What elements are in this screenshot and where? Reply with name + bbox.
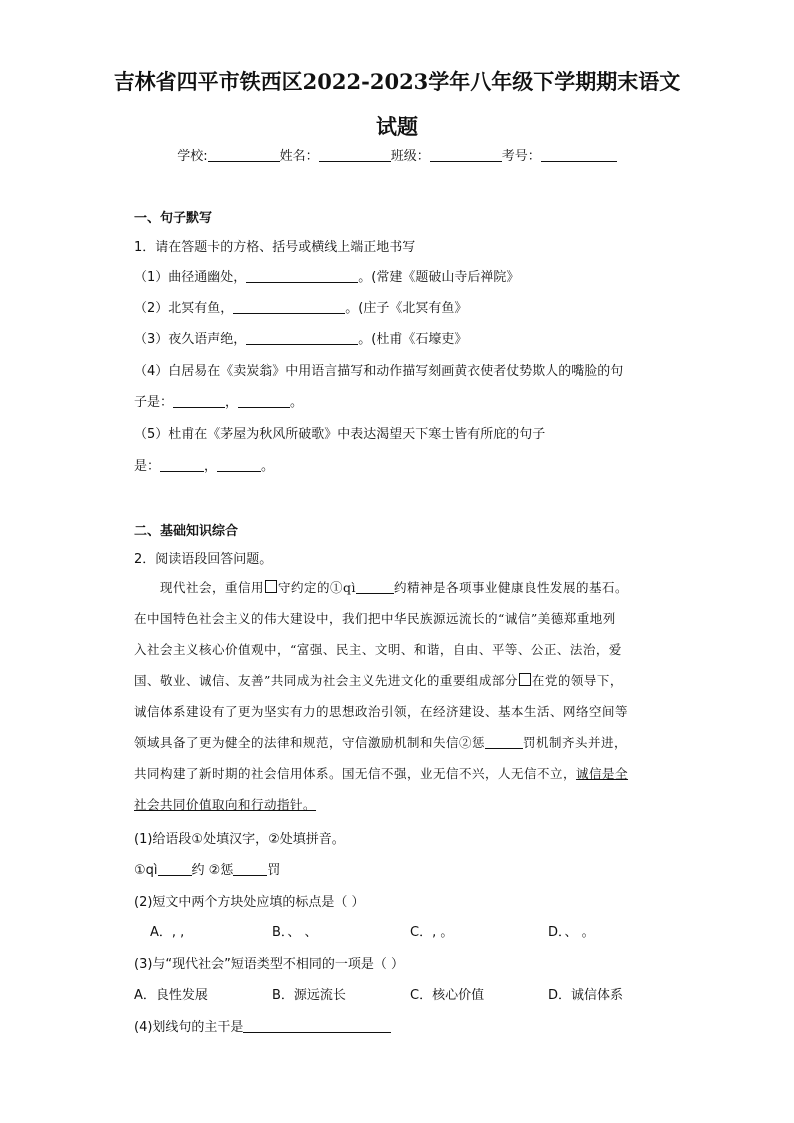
answer-blank[interactable]: [246, 269, 358, 283]
exam-title-line1: 吉林省四平市铁西区2022-2023学年八年级下学期期末语文: [113, 69, 681, 94]
q2-stem: 2．阅读语段回答问题。: [134, 552, 273, 567]
section2-heading: 二、基础知识综合: [134, 524, 239, 539]
passage-line-5: 诚信体系建设有了更为坚实有力的思想政治引领，在经济建设、基本生活、网络空间等: [134, 704, 629, 719]
answer-blank[interactable]: [243, 1019, 391, 1033]
exam-no-blank[interactable]: [541, 148, 617, 162]
q1-item-4-line1: （4）白居易在《卖炭翁》中用语言描写和动作描写刻画黄衣使者仗势欺人的嘴脸的句: [134, 364, 624, 379]
punctuation-box[interactable]: [519, 673, 531, 686]
punctuation-box[interactable]: [265, 580, 277, 593]
answer-blank[interactable]: [238, 394, 290, 408]
school-label: 学校:: [177, 149, 208, 164]
answer-blank[interactable]: [160, 458, 204, 472]
q2-sub4: (4)划线句的主干是: [134, 1016, 391, 1035]
sub3-option-a[interactable]: A．良性发展: [134, 988, 208, 1003]
passage-line-8: [134, 795, 664, 813]
sub3-option-d[interactable]: D．诚信体系: [548, 988, 624, 1003]
answer-blank[interactable]: [233, 862, 267, 876]
q1-item-1: （1）曲径通幽处， 。(常建《题破山寺后禅院》: [134, 270, 520, 285]
q1-stem: 1．请在答题卡的方格、括号或横线上端正地书写: [134, 240, 416, 255]
sub2-option-c[interactable]: C．, 。: [410, 925, 454, 940]
answer-blank[interactable]: [356, 580, 394, 594]
passage-line-4: 国、敬业、诚信、友善”共同成为社会主义先进文化的重要组成部分 在党的领导下，: [134, 673, 623, 688]
class-blank[interactable]: [430, 148, 502, 162]
passage-line-7: 共同构建了新时期的社会信用体系。国无信不强，业无信不兴，人无信不立，诚信是全: [134, 766, 629, 781]
sub2-option-d[interactable]: D．、 。: [548, 925, 595, 940]
exam-title-line2: 试题: [376, 114, 418, 139]
sub2-option-a[interactable]: A．, ,: [150, 925, 185, 940]
name-label: 姓名：: [279, 149, 319, 164]
answer-blank[interactable]: [158, 862, 192, 876]
passage-line-3: 入社会主义核心价值观中，“富强、民主、文明、和谐，自由、平等、公正、法治，爱: [134, 642, 622, 657]
q2-sub3: (3)与“现代社会”短语类型不相同的一项是（ ）: [134, 957, 405, 972]
underlined-sentence: 社会共同价值取向和行动指针。: [134, 797, 317, 812]
sub2-option-b[interactable]: B．、 、: [272, 925, 318, 940]
answer-blank[interactable]: [485, 735, 523, 749]
q1-item-5-line2: 是： ， 。: [134, 459, 275, 474]
q2-sub1-answer: ①qì 约 ②惩 罚: [134, 863, 281, 878]
passage-line-2: 在中国特色社会主义的伟大建设中，我们把中华民族源远流长的“诚信”美德郑重地列: [134, 611, 616, 626]
sub3-option-c[interactable]: C．核心价值: [410, 988, 485, 1003]
school-blank[interactable]: [208, 148, 280, 162]
q2-sub2: (2)短文中两个方块处应填的标点是（ ）: [134, 895, 365, 910]
class-label: 班级：: [390, 149, 430, 164]
answer-blank[interactable]: [233, 300, 345, 314]
exam-no-label: 考号：: [501, 149, 541, 164]
q1-item-5-line1: （5）杜甫在《茅屋为秋风所破歌》中表达渴望天下寒士皆有所庇的句子: [134, 427, 546, 442]
answer-blank[interactable]: [246, 331, 358, 345]
name-blank[interactable]: [319, 148, 391, 162]
q1-item-3: （3）夜久语声绝， 。(杜甫《石壕吏》: [134, 332, 468, 347]
underlined-sentence: 诚信是全: [576, 766, 629, 781]
q2-sub1: (1)给语段①处填汉字，②处填拼音。: [134, 832, 345, 847]
answer-blank[interactable]: [173, 394, 225, 408]
passage-line-1: 现代社会，重信用 守约定的①qì 约精神是各项事业健康良性发展的基石。: [160, 580, 629, 595]
q1-item-2: （2）北冥有鱼， 。(庄子《北冥有鱼》: [134, 301, 468, 316]
passage-line-6: 领域具备了更为健全的法律和规范，守信激励机制和失信②惩 罚机制齐头并进，: [134, 735, 628, 750]
q1-item-4-line2: 子是： ， 。: [134, 395, 304, 410]
sub3-option-b[interactable]: B．源远流长: [272, 988, 346, 1003]
section1-heading: 一、句子默写: [134, 211, 213, 226]
answer-blank[interactable]: [217, 458, 261, 472]
student-info-row: [0, 145, 794, 164]
